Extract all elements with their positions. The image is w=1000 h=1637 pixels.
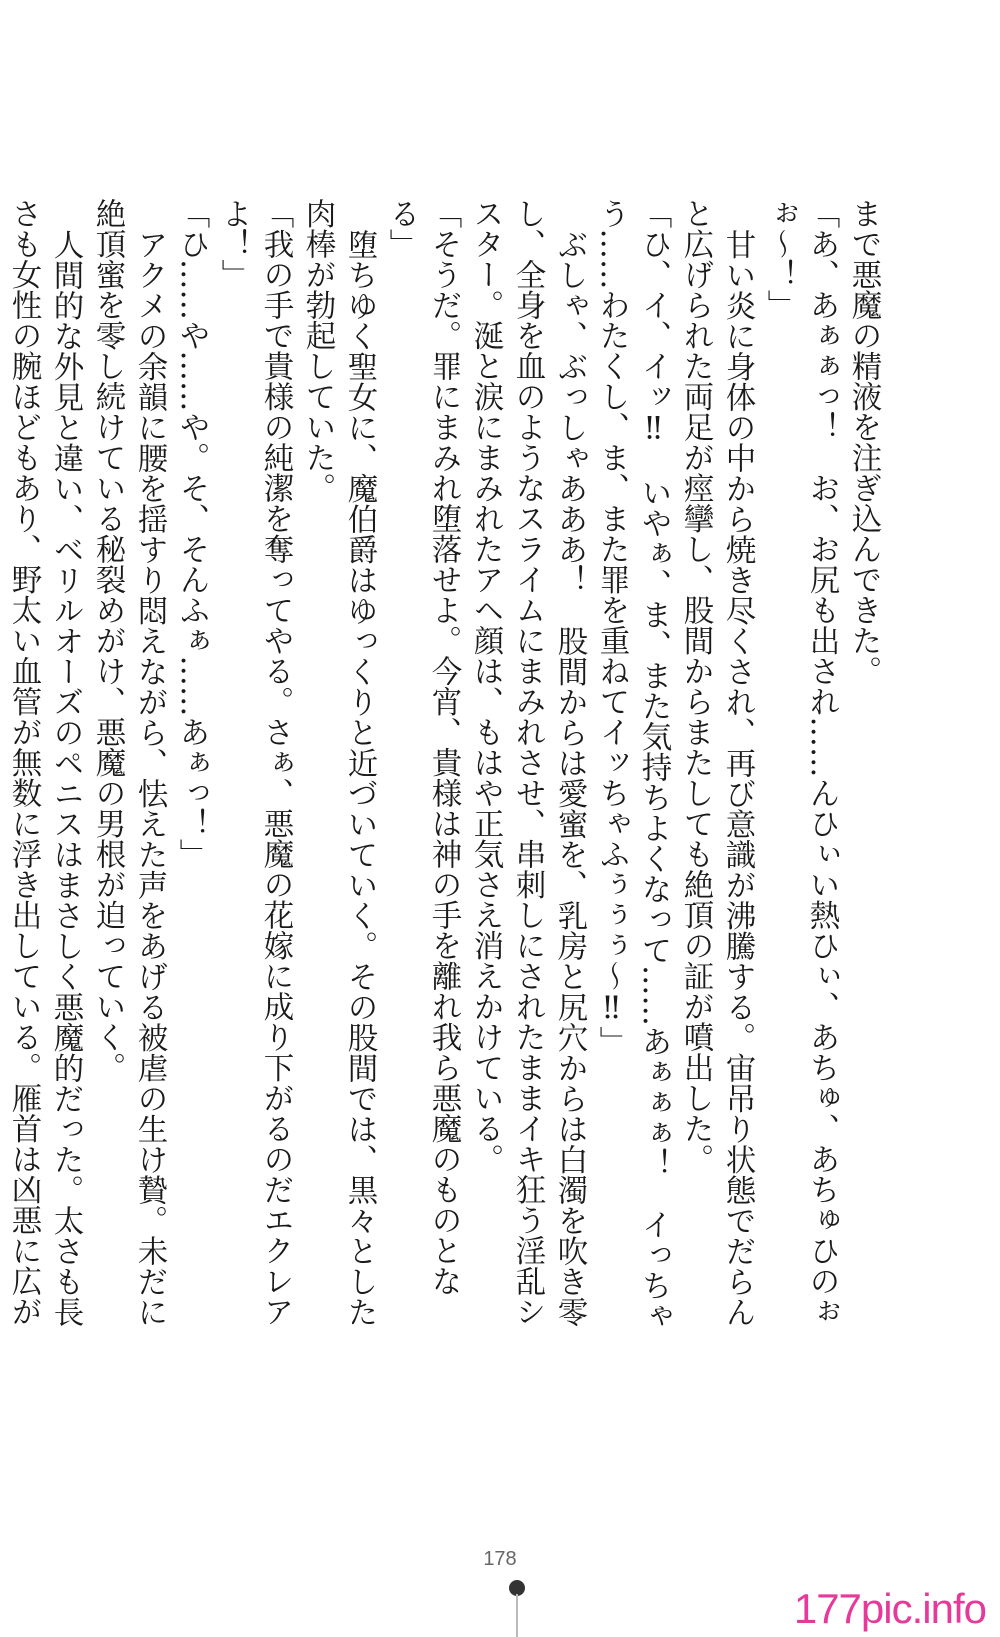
paragraph: アクメの余韻に腰を揺すり悶えながら、怯えた声をあげる被虐の生け贄。未だに絶頂蜜を零し続けている秘裂めがけ、悪魔の男根が迫っていく。 — [90, 198, 167, 1327]
paragraph: 人間的な外見と違い、ベリルオーズのペニスはまさしく悪魔的だった。太さも長さも女性の腕ほどもあり、野太い血管が無数に浮き出している。雁首は凶悪に広が — [6, 198, 83, 1327]
paragraph: 堕ちゆく聖女に、魔伯爵はゆっくりと近づいていく。その股間では、黒々とした肉棒が勃起していた。 — [300, 198, 377, 1327]
paragraph: 「あ、あぁぁっ！ お、お尻も出され……んひぃい熱ひぃ、あちゅ、あちゅひのぉぉ〜！」 — [762, 198, 839, 1327]
paragraph: 「そうだ。罪にまみれ堕落せよ。今宵、貴様は神の手を離れ我ら悪魔のものとなる」 — [384, 198, 461, 1296]
paragraph: まで悪魔の精液を注ぎ込んできた。 — [846, 198, 881, 686]
paragraph: 甘い炎に身体の中から焼き尽くされ、再び意識が沸騰する。宙吊り状態でだらんと広げられた両足が痙攣し、股間からまたしても絶頂の証が噴出した。 — [678, 198, 755, 1327]
body-text — [6, 198, 884, 1338]
watermark: 177pic.info — [793, 1585, 986, 1632]
page-number: 178 — [483, 1548, 517, 1570]
paragraph: ぶしゃ、ぶっしゃあああ！ 股間からは愛蜜を、乳房と尻穴からは白濁を吹き零し、全身を血のようなスライムにまみれさせ、串刺しにされたままイキ狂う淫乱シスター。涎と涙にまみれたアヘ顔は、もはや正気さえ消えかけている。 — [468, 198, 587, 1327]
paragraph: 「我の手で貴様の純潔を奪ってやる。さぁ、悪魔の花嫁に成り下がるのだエクレアよ！」 — [216, 198, 293, 1327]
page-marker-line — [516, 1594, 518, 1637]
paragraph: 「ひ、イ、イッ‼ いやぁ、ま、また気持ちよくなって……あぁぁぁ！ イっちゃう……わたくし、ま、また罪を重ねてイッちゃふぅぅぅ〜‼」 — [594, 198, 671, 1331]
paragraph: 「ひ……や……や。そ、そんふぁ……あぁっ！」 — [174, 198, 209, 869]
